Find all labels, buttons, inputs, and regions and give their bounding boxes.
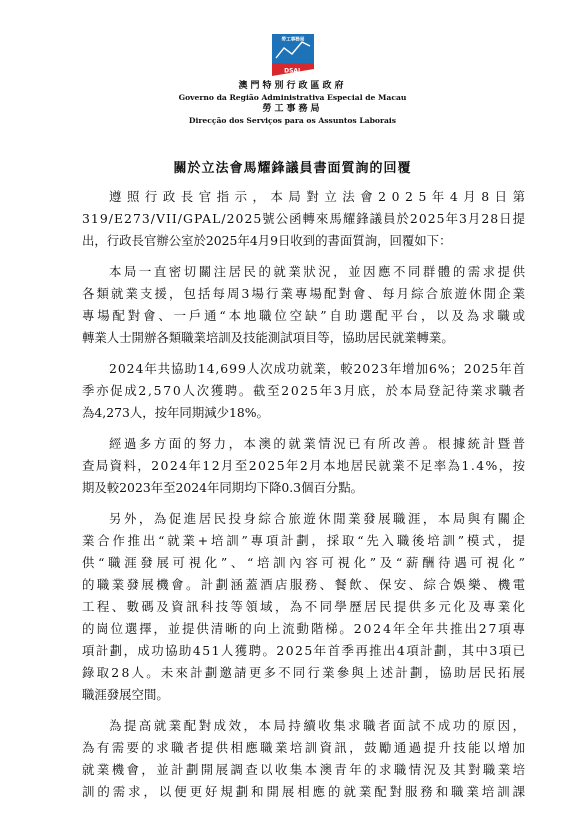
bureau-name-cn: 勞工事務局 (262, 104, 323, 114)
paragraph-line: 319/E273/VII/GPAL/2025號公函轉來馬耀鋒議員於2025年3月28日提 (82, 211, 527, 226)
bureau-name-pt: Direcção dos Serviços para os Assuntos Laborais (188, 116, 397, 125)
paragraph-line: 本局一直密切關注居民的就業狀況，並因應不同群體的需求提供 (109, 264, 528, 279)
paragraph-line: 遵照行政長官指示，本局對立法會2025年4月8日第 (109, 189, 531, 204)
paragraph-line: 就業機會，並計劃開展調查以收集本澳青年的求職情況及其對職業培 (82, 762, 528, 777)
government-name-pt: Governo da Região Administrativa Especial de Macau (178, 93, 407, 102)
paragraph-line: 轉業人士開辦各類職業培訓及技能測試項目等，協助居民就業轉業。 (82, 330, 454, 345)
paragraph-line: 項計劃，成功協助451人獲聘。2025年首季再推出4項計劃，其中3項已 (82, 643, 527, 658)
paragraph-line: 業合作推出“就業+培訓”專項計劃，採取“先入職後培訓”模式，提 (82, 533, 528, 548)
logo-abbr: DSAL (284, 67, 302, 75)
letterhead (0, 80, 585, 126)
paragraph (82, 715, 528, 803)
paragraph-line: 職涯發展空間。 (82, 687, 169, 702)
paragraph-line: 另外，為促進居民投身綜合旅遊休閒業發展職涯，本局與有關企 (109, 511, 528, 526)
paragraph-line: 2024年共協助14,699人次成功就業，較2023年增加6%；2025年首 (109, 361, 526, 376)
paragraph-line: 訓的需求，以便更好規劃和開展相應的就業配對服務和職業培訓課 (82, 784, 528, 799)
paragraph-line: 專場配對會、一戶通“本地職位空缺”自助選配平台，以及為求職或 (82, 308, 528, 323)
paragraph-line: 各類就業支援，包括每周3場行業專場配對會、每月綜合旅遊休閒企業 (82, 286, 528, 301)
dsal-logo (272, 34, 314, 76)
paragraph-line: 經過多方面的努力，本澳的就業情況已有所改善。根據統計暨普 (109, 436, 528, 451)
paragraph (82, 508, 529, 706)
paragraph (82, 358, 525, 424)
government-name-cn: 澳門特別行政區政府 (238, 81, 347, 91)
paragraph-line: 為4,273人，按年同期減少18%。 (82, 405, 269, 420)
paragraph-line: 為提高就業配對成效，本局持續收集求職者面試不成功的原因， (109, 718, 528, 733)
logo-text: 勞工事務局 (281, 37, 305, 43)
paragraph-line: 季亦促成2,570人次獲聘。截至2025年3月底，於本局登記待業求職者 (82, 383, 527, 398)
paragraph-line: 期及較2023年至2024年同期均下降0.3個百分點。 (82, 480, 364, 495)
document-title: 關於立法會馬耀鋒議員書面質詢的回覆 (173, 161, 412, 176)
paragraph-line: 的職業發展機會。計劃涵蓋酒店服務、餐飲、保安、綜合娛樂、機電 (82, 577, 528, 592)
paragraph-line: 的崗位選擇，並提供清晰的向上流動階梯。2024年全年共推出27項專 (82, 621, 527, 636)
paragraph-line: 出，行政長官辦公室於2025年4月9日收到的書面質詢，回覆如下： (82, 233, 452, 248)
paragraph-line: 供“職涯發展可視化”、“培訓內容可視化”及“薪酬待遇可視化” (82, 555, 529, 570)
paragraph-line: 為有需要的求職者提供相應職業培訓資訊，鼓勵通過提升技能以增加 (82, 740, 528, 755)
paragraph-line: 查局資料，2024年12月至2025年2月本地居民就業不足率為1.4%，按 (82, 458, 527, 473)
paragraph-line: 工程、數碼及資訊科技等領域，為不同學歷居民提供多元化及專業化 (82, 599, 528, 614)
paragraph (82, 433, 528, 499)
document-body (82, 186, 531, 812)
paragraph (82, 261, 528, 349)
paragraph (82, 186, 531, 252)
paragraph-line: 錄取28人。未來計劃邀請更多不同行業參與上述計劃，協助居民拓展 (82, 665, 528, 680)
